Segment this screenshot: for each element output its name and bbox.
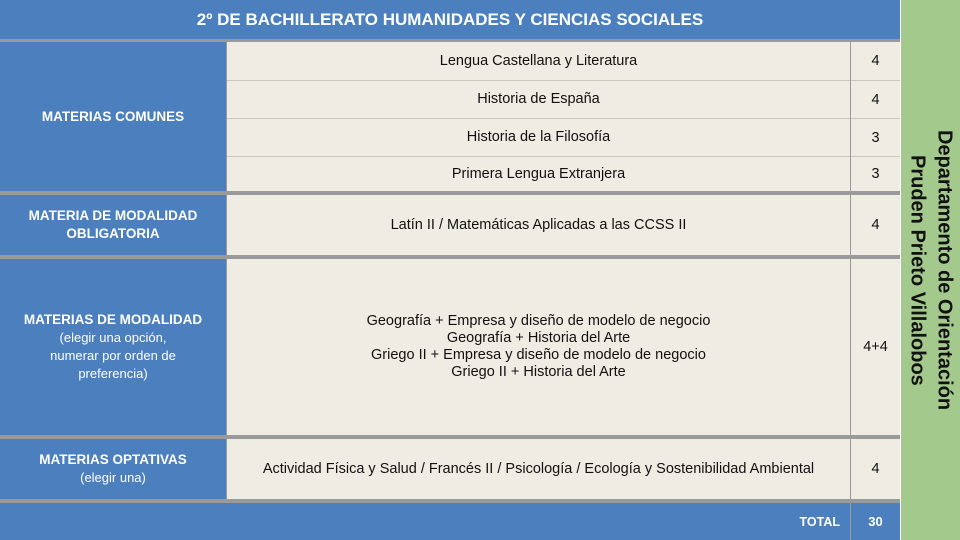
subject-cell: Historia de España	[227, 81, 850, 119]
group-note: (elegir una opción,	[59, 330, 167, 345]
subject-cell: Latín II / Matemáticas Aplicadas a las CCSS II	[227, 195, 850, 259]
group-label-text: MATERIA DE MODALIDAD	[28, 208, 198, 223]
hours-cell: 4	[851, 42, 900, 81]
department-name: Departamento de Orientación	[933, 129, 956, 411]
subject-cell: Actividad Física y Salud / Francés II / Psicología / Ecología y Sostenibilidad Ambiental	[227, 439, 850, 503]
option-item: Geografía + Historia del Arte	[446, 330, 631, 346]
group-label-optativas	[0, 439, 226, 503]
table-title: 2º DE BACHILLERATO HUMANIDADES Y CIENCIAS SOCIALES	[0, 0, 900, 42]
group-note: numerar por orden de	[50, 348, 176, 363]
hours-cell: 4	[851, 81, 900, 119]
hours-cell: 3	[851, 157, 900, 195]
hours-cell: 4	[851, 195, 900, 259]
option-item: Geografía + Empresa y diseño de modelo de negocio	[366, 313, 711, 329]
group-label-obligatoria	[0, 195, 226, 259]
hours-cell: 3	[851, 119, 900, 157]
subject-cell: Primera Lengua Extranjera	[227, 157, 850, 195]
subject-cell: Lengua Castellana y Literatura	[227, 42, 850, 81]
option-item: Griego II + Empresa y diseño de modelo de negocio	[371, 347, 706, 363]
department-text	[904, 130, 958, 410]
group-label-text: MATERIAS OPTATIVAS	[39, 452, 187, 467]
total-label: TOTAL	[0, 503, 850, 540]
author-name: Pruden Prieto Villalobos	[906, 154, 929, 386]
group-label-text: OBLIGATORIA	[66, 226, 160, 241]
hours-cell: 4	[851, 439, 900, 503]
subject-cell: Historia de la Filosofía	[227, 119, 850, 157]
hours-cell: 4+4	[851, 259, 900, 439]
department-sidebar	[901, 0, 960, 540]
group-note: preferencia)	[78, 366, 148, 381]
option-item: Griego II + Historia del Arte	[451, 364, 626, 380]
modalidad-options	[227, 259, 850, 439]
group-note: (elegir una)	[80, 470, 146, 485]
group-label-text: MATERIAS DE MODALIDAD	[23, 312, 203, 327]
group-label-text: MATERIAS COMUNES	[41, 108, 185, 124]
group-label-modalidad	[0, 259, 226, 439]
total-value: 30	[851, 503, 900, 540]
group-label-comunes	[0, 42, 226, 195]
